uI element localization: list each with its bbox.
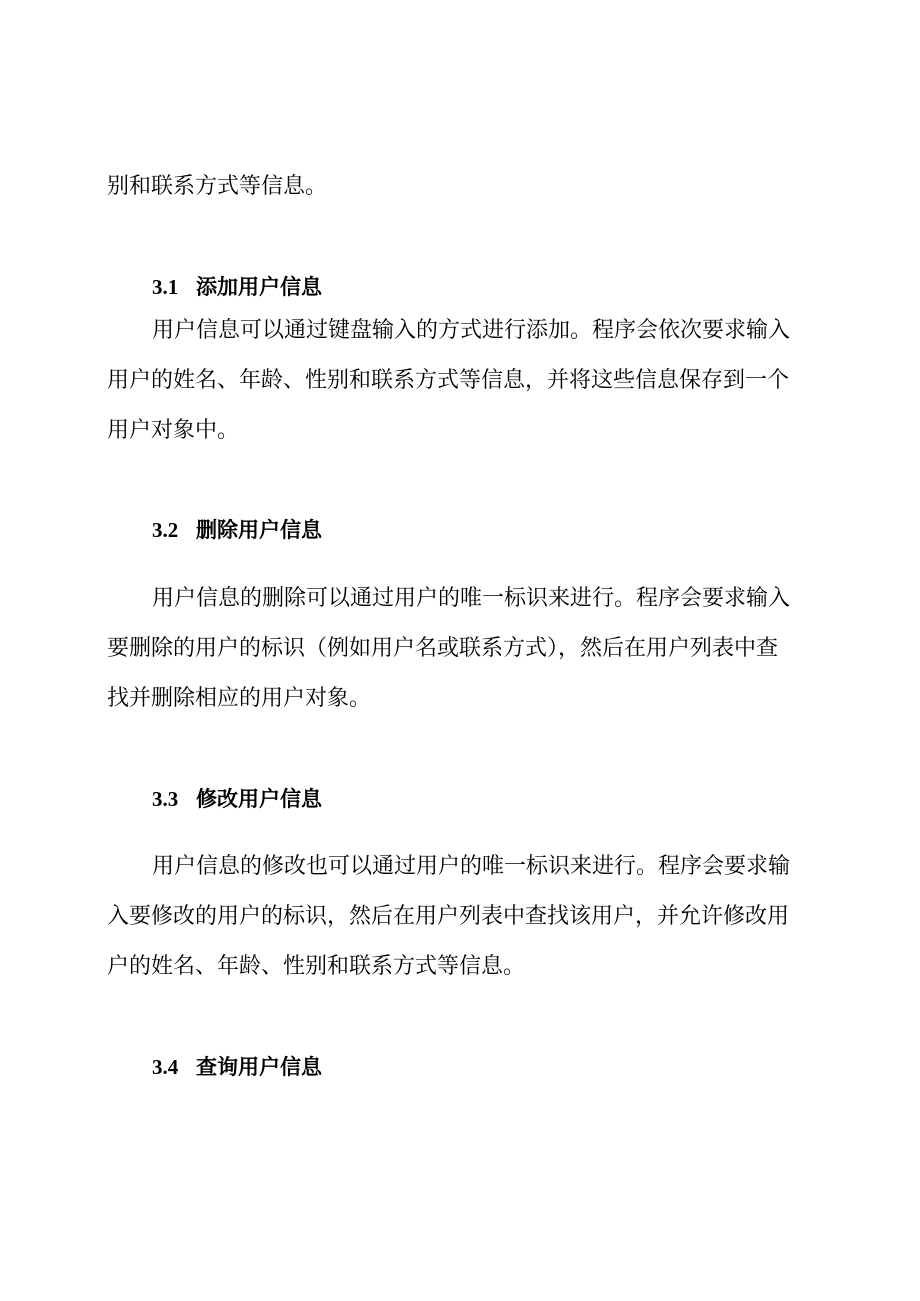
section-heading-3-2 [152, 515, 322, 545]
paragraph-line: 入要修改的用户的标识，然后在用户列表中查找该用户，并允许修改用 [107, 904, 790, 929]
paragraph-line: 用户信息的修改也可以通过用户的唯一标识来进行。程序会要求输 [152, 854, 791, 879]
paragraph-line: 要删除的用户的标识（例如用户名或联系方式），然后在用户列表中查 [107, 636, 779, 661]
section-number: 3.2 [152, 518, 179, 542]
paragraph-line: 用户对象中。 [107, 418, 240, 443]
paragraph-line: 用户信息的删除可以通过用户的唯一标识来进行。程序会要求输入 [152, 586, 791, 611]
section-title: 修改用户信息 [196, 786, 322, 811]
section-heading-3-4 [152, 1052, 322, 1082]
section-number: 3.4 [152, 1055, 179, 1079]
intro-paragraph-line: 别和联系方式等信息。 [107, 174, 328, 199]
section-heading-3-1 [152, 272, 322, 302]
section-number: 3.1 [152, 275, 179, 299]
paragraph-line: 户的姓名、年龄、性别和联系方式等信息。 [107, 954, 526, 979]
paragraph-line: 用户的姓名、年龄、性别和联系方式等信息，并将这些信息保存到一个 [107, 368, 790, 393]
section-title: 删除用户信息 [196, 517, 322, 542]
section-number: 3.3 [152, 787, 179, 811]
section-title: 添加用户信息 [196, 274, 322, 299]
paragraph-line: 用户信息可以通过键盘输入的方式进行添加。程序会依次要求输入 [152, 318, 791, 343]
paragraph-line: 找并删除相应的用户对象。 [107, 686, 372, 711]
section-title: 查询用户信息 [196, 1054, 322, 1079]
section-heading-3-3 [152, 784, 322, 814]
